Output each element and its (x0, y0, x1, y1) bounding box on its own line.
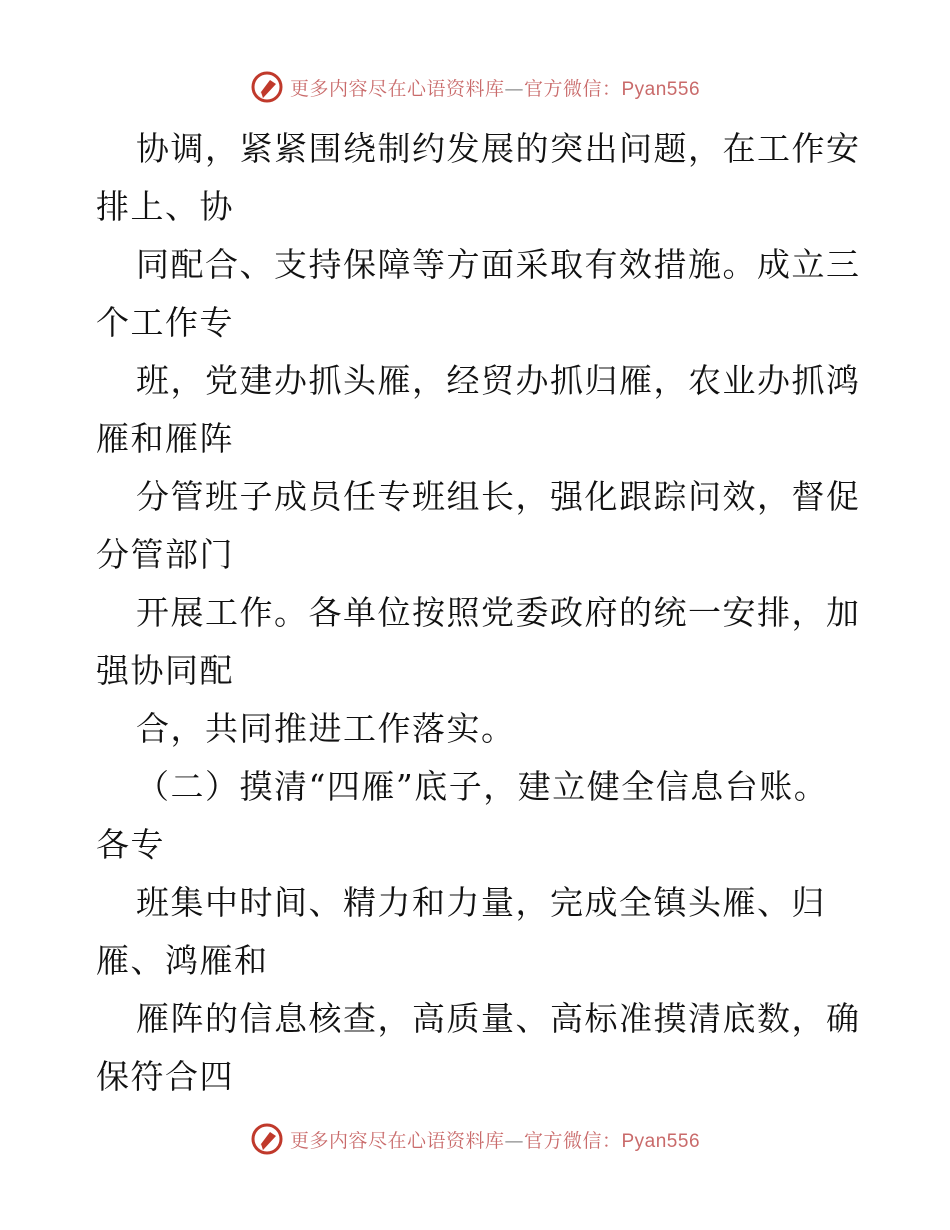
text-line: 同配合、支持保障等方面采取有效措施。成立三 (136, 245, 861, 284)
watermark-account: Pyan556 (621, 1130, 701, 1152)
watermark-label: 官方微信： (523, 1129, 622, 1152)
pen-nib-circle-icon (250, 70, 284, 104)
text-line: 分管部门 (96, 535, 234, 574)
watermark-account: Pyan556 (621, 78, 701, 100)
text-line: 排上、协 (96, 187, 234, 226)
watermark-footer (250, 1122, 700, 1156)
text-line: （二）摸清“四雁”底子，建立健全信息台账。 (136, 767, 829, 806)
watermark-separator: — (504, 1129, 524, 1152)
text-line: 协调，紧紧围绕制约发展的突出问题，在工作安 (136, 129, 861, 168)
text-line: 各专 (96, 825, 165, 864)
text-line: 班集中时间、精力和力量，完成全镇头雁、归 (136, 883, 826, 922)
watermark-title: 更多内容尽在心语资料库 (289, 1129, 505, 1152)
text-line: 个工作专 (96, 303, 234, 342)
text-line: 开展工作。各单位按照党委政府的统一安排，加 (136, 593, 861, 632)
watermark-title: 更多内容尽在心语资料库 (289, 77, 505, 100)
document-body (96, 120, 861, 1106)
text-line: 雁和雁阵 (96, 419, 234, 458)
text-line: 保符合四 (96, 1057, 234, 1096)
text-line: 班，党建办抓头雁，经贸办抓归雁，农业办抓鸿 (136, 361, 861, 400)
watermark-header (250, 70, 700, 104)
text-line: 强协同配 (96, 651, 234, 690)
page-header (0, 70, 950, 104)
watermark-label: 官方微信： (523, 77, 622, 100)
text-line: 雁阵的信息核查，高质量、高标准摸清底数，确 (136, 999, 861, 1038)
text-line: 合，共同推进工作落实。 (136, 709, 516, 748)
page-footer (0, 1122, 950, 1156)
text-line: 雁、鸿雁和 (96, 941, 269, 980)
text-line: 分管班子成员任专班组长，强化跟踪问效，督促 (136, 477, 861, 516)
pen-nib-circle-icon (250, 1122, 284, 1156)
watermark-separator: — (504, 77, 524, 100)
